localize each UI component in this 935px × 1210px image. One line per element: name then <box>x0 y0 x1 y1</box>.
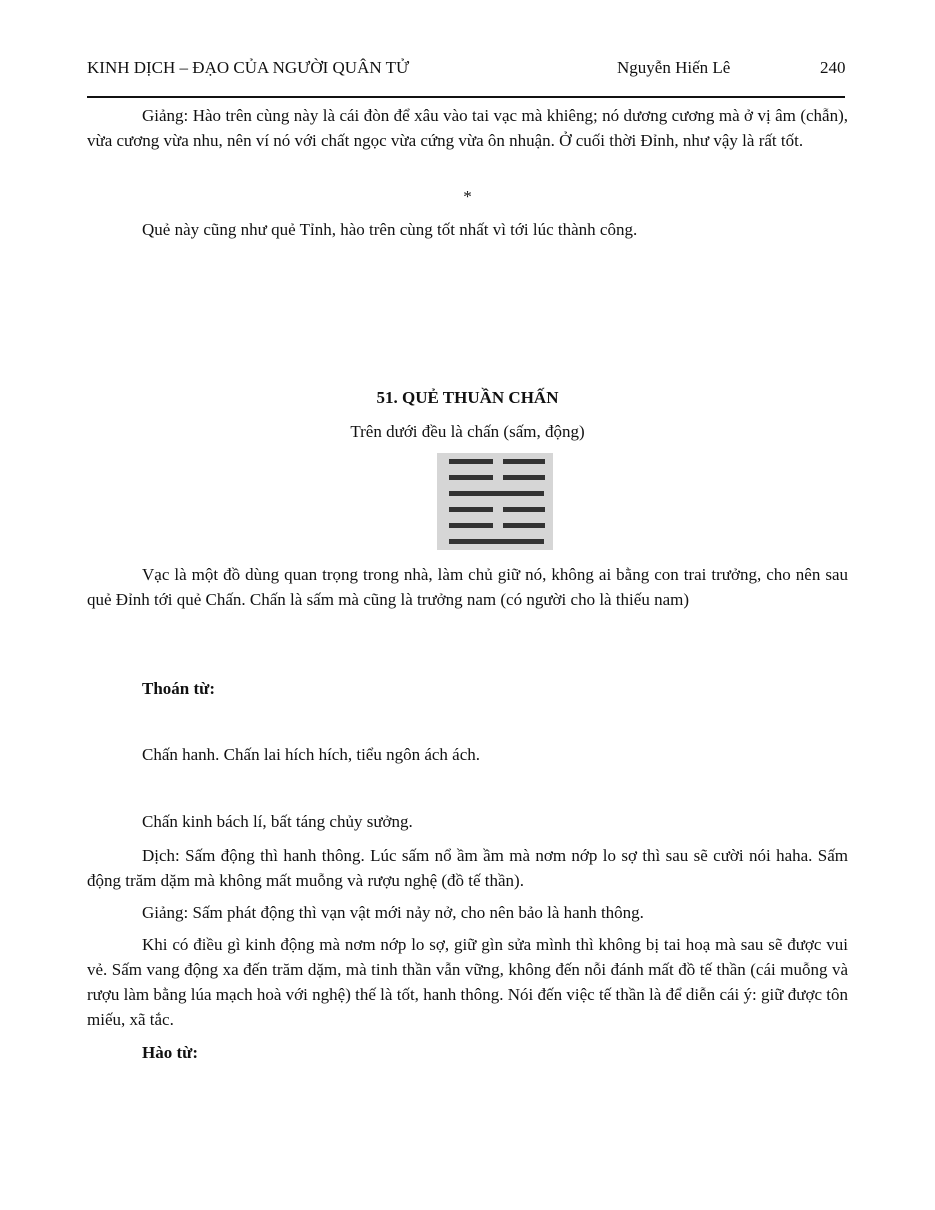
page-number: 240 <box>820 58 846 77</box>
section-separator: * <box>463 187 472 206</box>
hexagram-line-broken-segment <box>503 459 545 464</box>
hexagram-line-broken-segment <box>449 507 493 512</box>
heading-hao-tu: Hào từ: <box>142 1043 198 1062</box>
hexagram-image <box>437 453 553 550</box>
paragraph-giang-2: Khi có điều gì kinh động mà nơm nớp lo sợ, giữ gìn sửa mình thì không bị tai hoạ mà sau sẽ được vui vẻ. Sấm vang động xa đến trăm dặm, mà tinh thần vẫn vững, không đến nỗi đánh mất đồ tế thần (cái muỗng và rượu làm bằng lúa mạch hoà với nghệ) thế là tốt, hanh thông. Nói đến việc tế thần là để diễn cái ý: giữ được tôn miếu, xã tắc. <box>87 935 848 1029</box>
running-header-title: KINH DỊCH – ĐẠO CỦA NGƯỜI QUÂN TỬ <box>87 58 410 77</box>
hexagram-line-broken-segment <box>449 475 493 480</box>
hexagram-line-broken-segment <box>503 507 545 512</box>
hexagram-line-broken-segment <box>449 523 493 528</box>
heading-thoan-tu: Thoán từ: <box>142 679 216 698</box>
section-subtitle: Trên dưới đều là chấn (sấm, động) <box>350 422 585 441</box>
paragraph-que-note: Quẻ này cũng như quẻ Tỉnh, hào trên cùng tốt nhất vì tới lúc thành công. <box>142 220 638 239</box>
running-header-author: Nguyễn Hiến Lê <box>617 58 731 77</box>
hexagram-line-broken-segment <box>503 523 545 528</box>
paragraph-dich: Dịch: Sấm động thì hanh thông. Lúc sấm nổ ầm ầm mà nơm nớp lo sợ thì sau sẽ cười nói haha. Sấm động trăm dặm mà không mất muỗng và rượu nghệ (đồ tế thần). <box>87 846 848 890</box>
paragraph-intro: Vạc là một đồ dùng quan trọng trong nhà, làm chủ giữ nó, không ai bằng con trai trưởng, cho nên sau quẻ Đỉnh tới quẻ Chấn. Chấn là sấm mà cũng là trưởng nam (có người cho là thiếu nam) <box>87 565 848 609</box>
thoan-tu-line-2: Chấn kinh bách lí, bất táng chủy sưởng. <box>142 812 413 831</box>
section-title: 51. QUẺ THUẦN CHẤN <box>376 388 559 407</box>
paragraph-giang-top: Giảng: Hào trên cùng này là cái đòn để xâu vào tai vạc mà khiêng; nó dương cương mà ở vị âm (chẫn), vừa cương vừa nhu, nên ví nó với chất ngọc vừa cứng vừa ôn nhuận. Ở cuối thời Đỉnh, như vậy là rất tốt. <box>87 106 848 150</box>
hexagram-lines <box>437 453 553 550</box>
hexagram-line-solid <box>449 491 544 496</box>
paragraph-giang-1: Giảng: Sấm phát động thì vạn vật mới nảy nở, cho nên bảo là hanh thông. <box>142 903 644 922</box>
hexagram-line-solid <box>449 539 544 544</box>
hexagram-line-broken-segment <box>503 475 545 480</box>
header-rule <box>87 96 845 98</box>
thoan-tu-line-1: Chấn hanh. Chấn lai hích hích, tiểu ngôn ách ách. <box>142 745 481 764</box>
hexagram-line-broken-segment <box>449 459 493 464</box>
